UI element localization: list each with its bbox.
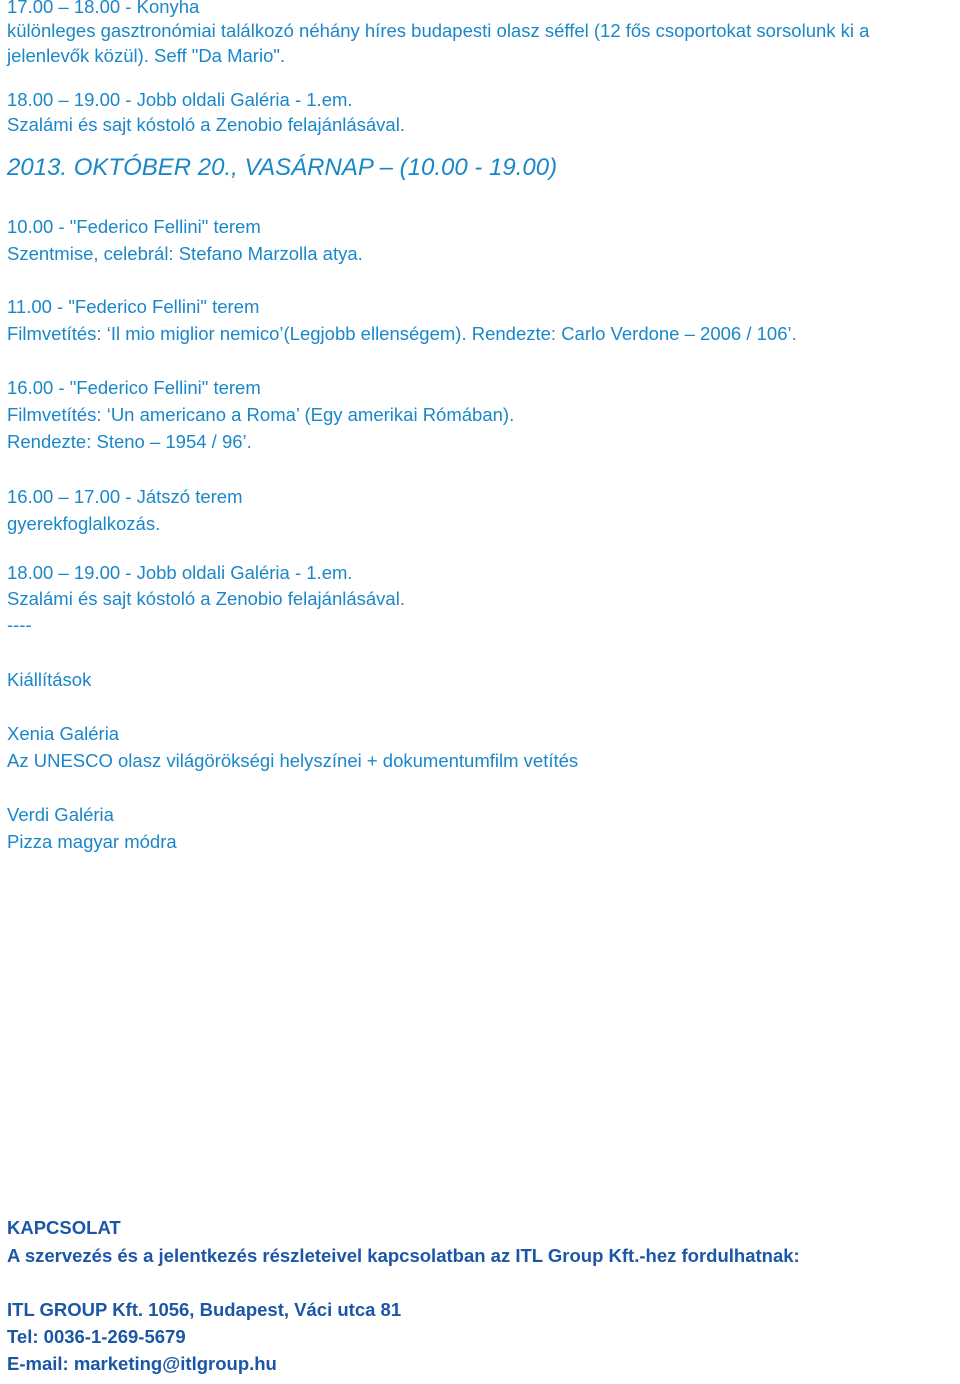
galeria-desc: Szalámi és sajt kóstoló a Zenobio felajánlásával. bbox=[7, 114, 405, 135]
event-desc: Rendezte: Steno – 1954 / 96’. bbox=[7, 431, 252, 452]
event-desc: Szalámi és sajt kóstoló a Zenobio felajánlásával. bbox=[7, 588, 405, 609]
event-time: 11.00 - "Federico Fellini" terem bbox=[7, 296, 260, 317]
contact-email[interactable]: E-mail: marketing@itlgroup.hu bbox=[7, 1353, 277, 1374]
contact-title: KAPCSOLAT bbox=[7, 1217, 121, 1238]
konyha-desc-line-1: különleges gasztronómiai találkozó néhány híres budapesti olasz séffel (12 fős csoportokat sorsolunk ki a bbox=[7, 20, 870, 41]
exhibition-desc: Pizza magyar módra bbox=[7, 831, 177, 852]
contact-phone: Tel: 0036-1-269-5679 bbox=[7, 1326, 186, 1347]
event-time: 16.00 - "Federico Fellini" terem bbox=[7, 377, 261, 398]
exhibition-venue: Verdi Galéria bbox=[7, 804, 114, 825]
contact-company: ITL GROUP Kft. 1056, Budapest, Váci utca 81 bbox=[7, 1299, 402, 1320]
event-desc: Filmvetítés: ‘Un americano a Roma’ (Egy amerikai Rómában). bbox=[7, 404, 515, 425]
event-desc: Filmvetítés: ‘Il mio miglior nemico’(Legjobb ellenségem). Rendezte: Carlo Verdone – 2006 / 106’. bbox=[7, 323, 797, 344]
konyha-desc-line-2: jelenlevők közül). Seff "Da Mario". bbox=[7, 45, 286, 66]
event-time: 10.00 - "Federico Fellini" terem bbox=[7, 216, 261, 237]
day-heading: 2013. OKTÓBER 20., VASÁRNAP – (10.00 - 19.00) bbox=[7, 154, 558, 181]
exhibitions-title: Kiállítások bbox=[7, 669, 92, 690]
event-time: 16.00 – 17.00 - Játszó terem bbox=[7, 486, 243, 507]
galeria-time: 18.00 – 19.00 - Jobb oldali Galéria - 1.em. bbox=[7, 89, 353, 110]
contact-intro: A szervezés és a jelentkezés részleteivel kapcsolatban az ITL Group Kft.-hez fordulhatnak: bbox=[7, 1245, 800, 1266]
exhibition-venue: Xenia Galéria bbox=[7, 723, 120, 744]
konyha-time: 17.00 – 18.00 - Konyha bbox=[7, 0, 200, 17]
event-desc: gyerekfoglalkozás. bbox=[7, 513, 161, 534]
event-time: 18.00 – 19.00 - Jobb oldali Galéria - 1.em. bbox=[7, 562, 353, 583]
separator: ---- bbox=[7, 614, 32, 635]
event-desc: Szentmise, celebrál: Stefano Marzolla atya. bbox=[7, 243, 363, 264]
exhibition-desc: Az UNESCO olasz világörökségi helyszínei + dokumentumfilm vetítés bbox=[7, 750, 579, 771]
